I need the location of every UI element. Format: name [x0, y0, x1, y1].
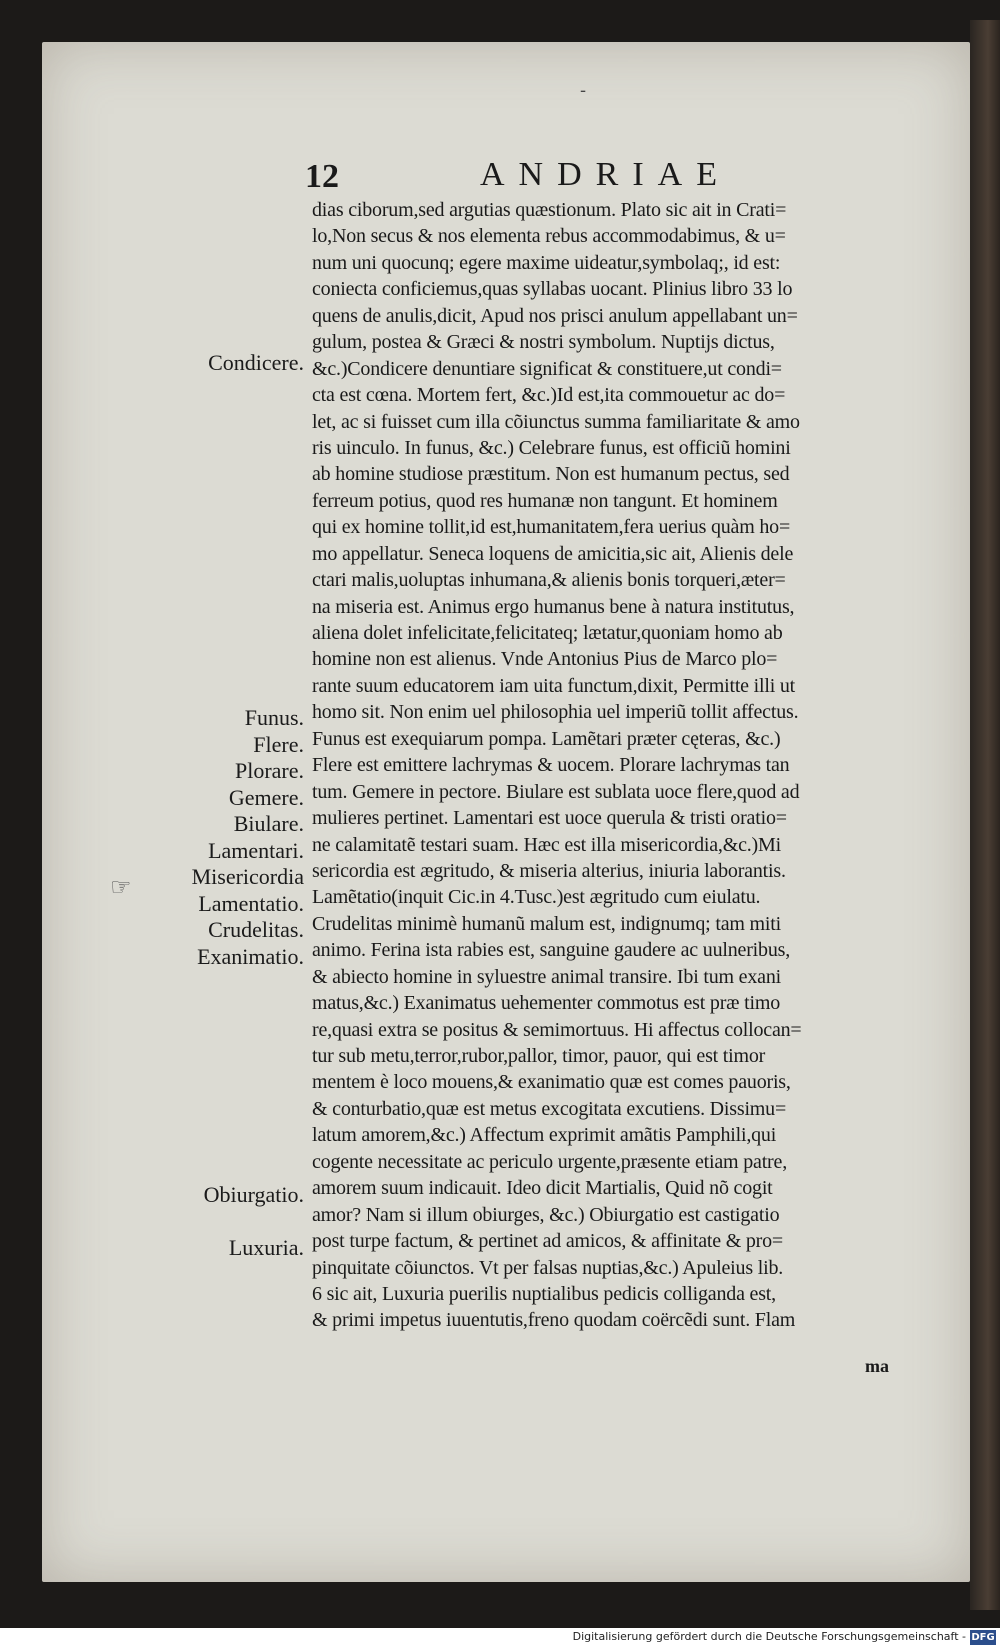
text-line: pinquitate cõiunctos. Vt per falsas nuptias,&c.) Apuleius lib. — [312, 1256, 784, 1279]
margin-note: Plorare. — [234, 758, 304, 783]
text-line: Funus est exequiarum pompa. Lamẽtari præter cęteras, &c.) — [312, 727, 781, 750]
top-mark: - — [580, 80, 587, 101]
text-line: aliena dolet infelicitate,felicitateq; lætatur,quoniam homo ab — [312, 622, 783, 644]
running-title: ANDRIAE — [480, 156, 731, 193]
text-line: Flere est emittere lachrymas & uocem. Plorare lachrymas tan — [312, 754, 790, 777]
margin-note: Funus. — [244, 705, 304, 730]
margin-note: Exanimatio. — [197, 944, 304, 969]
margin-note: Obiurgatio. — [203, 1182, 304, 1207]
margin-note: Luxuria. — [228, 1235, 304, 1260]
text-line: ferreum potius, quod res humanæ non tangunt. Et hominem — [312, 489, 778, 512]
text-line: ris uinculo. In funus, &c.) Celebrare funus, est officiũ homini — [312, 436, 791, 459]
text-line: tum. Gemere in pectore. Biulare est sublata uoce flere,quod ad — [312, 780, 800, 803]
margin-note: Biulare. — [233, 811, 304, 836]
text-line: amor? Nam si illum obiurges, &c.) Obiurgatio est castigatio — [312, 1203, 780, 1226]
text-line: dias ciborum,sed argutias quæstionum. Plato sic ait in Crati= — [312, 199, 787, 221]
text-line: amorem suum indicauit. Ideo dicit Martialis, Quid nõ cogit — [312, 1177, 773, 1200]
margin-note: Gemere. — [228, 785, 304, 810]
text-line: homine non est alienus. Vnde Antonius Pius de Marco plo= — [312, 648, 778, 671]
margin-note: Flere. — [253, 732, 304, 757]
dfg-logo: DFG — [971, 1632, 995, 1643]
text-line: let, ac si fuisset cum illa cõiunctus summa familiaritate & amo — [312, 410, 800, 433]
margin-note: Crudelitas. — [208, 917, 304, 942]
text-line: mentem è loco mouens,& exanimatio quæ est comes pauoris, — [312, 1071, 791, 1094]
text-line: homo sit. Non enim uel philosophia uel imperiũ tollit affectus. — [312, 701, 799, 724]
text-line: cta est cœna. Mortem fert, &c.)Id est,ita commouetur ac do= — [312, 384, 786, 407]
text-line: 6 sic ait, Luxuria puerilis nuptialibus pedicis colliganda est, — [312, 1282, 776, 1305]
text-line: Lamẽtatio(inquit Cic.in 4.Tusc.)est ægritudo cum eiulatu. — [312, 886, 761, 909]
text-line: & abiecto homine in syluestre animal transire. Ibi tum exani — [312, 965, 781, 988]
text-line: tur sub metu,terror,rubor,pallor, timor, pauor, qui est timor — [312, 1045, 766, 1067]
text-line: na miseria est. Animus ergo humanus bene à natura institutus, — [312, 595, 795, 618]
text-line: mo appellatur. Seneca loquens de amicitia,sic ait, Alienis dele — [312, 542, 794, 565]
text-line: Crudelitas minimè humanũ malum est, indignumq; tam miti — [312, 912, 781, 935]
text-line: rante suum educatorem iam uita functum,dixit, Permitte illi ut — [312, 674, 796, 697]
text-line: & primi impetus iuuentutis,freno quodam coërcẽdi sunt. Flam — [312, 1309, 796, 1332]
text-line: gulum, postea & Græci & nostri symbolum. Nuptijs dictus, — [312, 331, 775, 354]
book-edge — [970, 20, 1000, 1610]
catchword: ma — [865, 1356, 889, 1376]
text-line: ne calamitatẽ testari suam. Hæc est illa misericordia,&c.)Mi — [312, 833, 781, 856]
page-number: 12 — [305, 158, 339, 195]
margin-note: Misericordia — [191, 864, 304, 889]
text-line: post turpe factum, & pertinet ad amicos, & affinitate & pro= — [312, 1230, 783, 1253]
manicule-icon: ☞ — [110, 873, 132, 901]
text-line: & conturbatio,quæ est metus excogitata excutiens. Dissimu= — [312, 1097, 787, 1120]
digitization-credit: Digitalisierung gefördert durch die Deutsche Forschungsgemeinschaft - — [572, 1630, 966, 1643]
body-text — [312, 197, 924, 1334]
text-line: ab homine studiose præstitum. Non est humanum pectus, sed — [312, 463, 790, 486]
text-line: qui ex homine tollit,id est,humanitatem,fera uerius quàm ho= — [312, 516, 791, 539]
text-line: num uni quocunq; egere maxime uideatur,symbolaq;, id est: — [312, 251, 781, 274]
text-line: cogente necessitate ac periculo urgente,præsente etiam patre, — [312, 1150, 787, 1173]
text-line: re,quasi extra se positus & semimortuus. Hi affectus collocan= — [312, 1018, 802, 1041]
margin-note: Lamentatio. — [198, 891, 304, 916]
footer-band — [0, 1628, 1000, 1648]
text-line: coniecta conficiemus,quas syllabas uocant. Plinius libro 33 lo — [312, 278, 793, 301]
text-line: sericordia est ægritudo, & miseria alterius, iniuria laborantis. — [312, 859, 786, 882]
text-line: matus,&c.) Exanimatus uehementer commotus est præ timo — [312, 992, 780, 1015]
text-line: mulieres pertinet. Lamentari est uoce querula & tristi oratio= — [312, 807, 787, 830]
text-line: animo. Ferina ista rabies est, sanguine gaudere ac uulneribus, — [312, 939, 791, 962]
page-header — [0, 150, 1000, 200]
text-line: latum amorem,&c.) Affectum exprimit amãtis Pamphili,qui — [312, 1124, 777, 1147]
text-line: ctari malis,uoluptas inhumana,& alienis bonis torqueri,æter= — [312, 569, 786, 592]
text-line: lo,Non secus & nos elementa rebus accommodabimus, & u= — [312, 225, 786, 248]
text-line: quens de anulis,dicit, Apud nos prisci anulum appellabant un= — [312, 304, 798, 327]
text-line: &c.)Condicere denuntiare significat & constituere,ut condi= — [312, 357, 782, 380]
margin-note: Lamentari. — [208, 838, 304, 863]
margin-note: Condicere. — [208, 350, 304, 375]
